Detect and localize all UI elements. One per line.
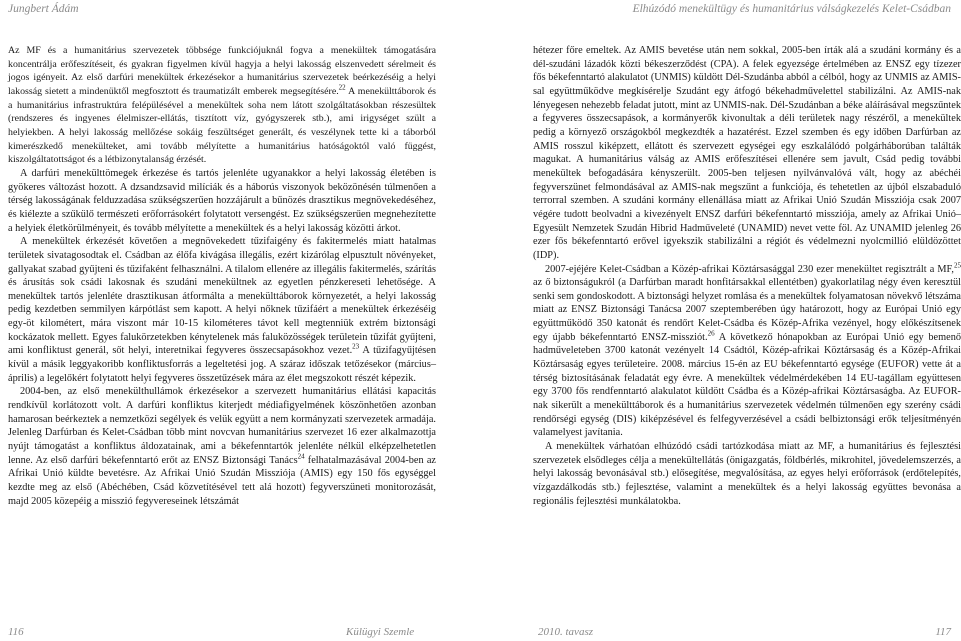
paragraph-6-cont2: A következő hónapokban az Európai Unió egy bemenő hadműveleteben 3700 katonát vezényelt 14 Csádtól, Közép-afrikai Köztársaság és a Közép-Afrikai Köztársaság egyes területeire. 2008. március 15-én az EU békefenntartó egysége (EUFOR) vette át a térség biztosításának feladatát egy évre. A menekültek védelmérdekében 14 EU-tagállam együttesen egy 3700 fős rendfenntartó alakulatot küldött Csádba és a Közép-afrikai Köztársaságba. Az EUFOR-nak sikerült a menekülttáborok és a humanitárius szervezetek védelmén túlmenően egy szerény csádi rendőrségi egység (DIS) kiképzésével és felfegyverzésével a csádi belbiztonsági erők teljesítményén valamelyest javítania. — [533, 331, 961, 439]
footnote-ref-23[interactable]: 23 — [352, 343, 360, 352]
paragraph-4-text: 2004-ben, az első menekülthullámok érkezésekor a szervezett humanitárius ellátási kapacitás rendkívül korlátozott volt. A darfúri konfliktus kiterjedt médiafigyelmének köszönhetően azonban hamarosan beérkeztek a nemzetközi segélyek és velük együtt a nem kormányzati szervezetek armadája. Jelenleg Darfúrban és Kelet-Csádban több mint novcvan humanitárius szervezet 16 ezer alkalmazottja nyújt támogatást a konfliktus áldozatainak, ami a békefenntartók jelenléte nélkül elképzelhetetlen lenne. Az első darfúri békefenntartó erőt az ENSZ Biztonsági Tanács — [8, 386, 436, 466]
footnote-ref-26[interactable]: 26 — [707, 329, 715, 338]
left-text-column — [8, 44, 436, 508]
journal-name: Külügyi Szemle — [346, 626, 415, 638]
paragraph-3 — [8, 235, 436, 385]
paragraph-4 — [8, 385, 436, 508]
paragraph-6-text: 2007-ejéjére Kelet-Csádban a Közép-afrikai Köztársasággal 230 ezer menekültet regisztrált a MF, — [545, 263, 954, 275]
paragraph-6 — [533, 263, 961, 441]
paragraph-2: A darfúri menekülttömegek érkezése és tartós jelenléte ugyanakkor a helyi lakosság életében is gyökeres változást hozott. A dzsandzsavid milíciák és a háborús viszonyok beközönésén túlmenően a térség lakosságának felduzzadása szükségszerűen hozzájárult a bűnözés drasztikus megnövekedéséhez, és kiélezte a szűkülő természeti erőforrásokért folytatott versengést. Ez szükségszerűen megnehezítette a helyiek életkörülményeit, és tovább mélyítette a menekültek és a helyi lakosság közötti árkot. — [8, 167, 436, 234]
paragraph-3-cont: A tűzifagyűjtésen kívül a másik leggyakoribb konfliktusforrás a legeltetési jog. A száraz időszak tetőzésekor (március–április) a legelőkért folytatott helyi fegyveres összetűzések mára az élet megszokott részét képezik. — [8, 345, 436, 384]
footnote-ref-22[interactable]: 22 — [338, 83, 346, 92]
footnote-ref-24[interactable]: 24 — [297, 452, 305, 461]
issue-date: 2010. tavasz — [538, 626, 593, 638]
running-head-title: Elhúzódó menekültügy és humanitárius válságkezelés Kelet-Csádban — [632, 3, 951, 15]
footnote-ref-25[interactable]: 25 — [954, 261, 961, 270]
paragraph-1-cont: A menekülttáborok és a humanitárius infrastruktúra felépülésével a menekültek soha nem látott szolgáltatásokban részesültek (rendszeres és ingyenes élelmiszer-ellátás, tisztított víz, gyógyszerek stb.), ami irigységet szült a helyiekben. A helyi lakosság mellőzése sokáig feszültséget generált, és veszélynek tette ki a táborból kimerészkedő menekülteket, ami tovább mélyítette a humanitárius hatóságoktól való függést, kiszolgáltatottságot és a létbizonytalanság érzését. — [8, 85, 436, 166]
paragraph-1-text: Az MF és a humanitárius szervezetek többsége funkciójuknál fogva a menekültek támogatására koncentrálja erőfeszítéseit, és gyakran figyelmen kívül hagyja a helyi lakosság elszenvedett sérelmeit és jogos igényeit. Az első darfúri menekültek érkezésekor a humanitárius szervezetek beérkezéséig a helyi lakosság sietett a mindenüktől megfosztott és traumatizált emberek megsegítésére. — [8, 45, 436, 97]
running-head-author: Jungbert Ádám — [8, 3, 79, 15]
paragraph-6-cont: az ő biztonságukról (a Darfúrban maradt honfitársakkal ellentétben) gyakorlatilag négy éven keresztül senki sem gondoskodott. A biztonsági helyzet romlása és a menekültek folyamatosan növekvő létszáma miatt az ENSZ Biztonsági Tanácsa 2007 szeptemberében úgy határozott, hogy az Európai Unió egy együttműködő 350 katonát és rendőrt Kelet-Csádba és Közép-Afrika vezényel, hogy előkészítsenek egy újabb békefenntartó ENSZ-missziót. — [533, 277, 961, 343]
paragraph-3-text: A menekültek érkezését követően a megnövekedett tűzifaigény és fakitermelés miatt hatalmas területek sivatagosodtak el. Csádban az élőfa kivágása illegális, ezért kizárólag elpusztult növényeket, gallyakat szabad gyűjteni és tűzifaként felhasználni. A tilalom ellenére az illegális fakitermelés, szárítás és árusítás sok csádi lakosnak és szudáni menekültnek az egyetlen pénzkereseti lehetősége. A menekültek tartós jelenléte drasztikusan átformálta a menekülttáborok környezetét, a helyi lakosság pedig kezdetben semmilyen kárpótlást sem kapott. A helyi nőknek tűzifáért a menekültek érkezéséig egy-öt kilométert, mára viszont már 10-15 kilométeres távot kell megtenniük extrém biztonsági kockázatok mellett. Egyes falukörzetekben kénytelenek más faluközösségek területein tűzifát gyűjteni, ami konfliktust generál, sőt helyi, interetnikai fegyveres összecsapásokhoz vezet. — [8, 236, 436, 357]
page-number-right: 117 — [935, 626, 951, 638]
page-number-left: 116 — [8, 626, 24, 638]
paragraph-1 — [8, 44, 436, 167]
paragraph-7: A menekültek várhatóan elhúzódó csádi tartózkodása miatt az MF, a humanitárius és fejlesztési szervezetek elsődleges célja a menekültellátás (önigazgatás, földbérlés, mikrohitel, jövedelemszerzés, a helyi lakosság bevonásával stb.) elősegítése, megvalósítása, az egyes helyi erőforrások (erdőtelepítés, vízgazdálkodás stb.) fejlesztése, valamint a menekültek és a helyi lakosság együttes bevonása a regionális fejlesztési munkálatokba. — [533, 441, 961, 507]
right-text-column — [533, 44, 961, 508]
paragraph-5: hétezer főre emeltek. Az AMIS bevetése után nem sokkal, 2005-ben írták alá a szudáni kormány és a dél-szudáni lázadók közti békeszerződést (CPA). A felek egyezsége értelmében az ENSZ egy tízezer fős békefenntartó alakulatot (UNMIS) küldött Dél-Szudánba abból a célból, hogy az UNMIS az AMIS-sal együttműködve megkísérelje Szudánt egy átfogó békehadművelettel stabilizálni. Az AMIS-nak lényegesen nehezebb feladat jutott, mint az UNMIS-nak. Dél-Szudánban a béke aláírásával megszűntek a fegyveres összecsapások, a kormányerők kivonultak a déli területek nagy részéről, a menekültek pedig a környező országokból megkezdték a hazatérést. Ezzel szemben és egy időben Darfúrban az AMIS rosszul kiképzett, ellátott és szervezett egységei egy eszkalálódó polgárháborúban találták magukat. A humanitárius válság az AMIS erőfeszítései ellenére sem javult, Csád pedig további menekültek befogadására kényszerült. 2005-ben teljesen nyilvánvalóvá vált, hogy az abéchéi fegyverszünet felmondásával az AMIS-nak megszűnt a funkciója, és tehetetlen az újból elszabaduló terrorral szemben. A szudáni kormány ellenállása miatt az Afrikai Unió Szudán Missziója csak 2007 végére tudott beolvadni a kivezényelt ENSZ darfúri békefenntartó missziója, amely az Afrikai Unió–Egyesült Nemzetek Szudán Hibrid Hadműveleté (UNAMID) nevet vette föl. Az UNAMID jelenleg 26 ezer fős békefenntartó erővel igyekszik stabilizálni a régiót és védelmezni nyolcmillió elüldözöttet (IDP). — [533, 45, 961, 261]
paragraph-4-cont: felhatalmazásával 2004-ben az Afrikai Unió küldte bevetésre. Az Afrikai Unió Szudán Missziója (AMIS) egy 150 fős egységgel kezdte meg az első (Abéchében, Csád közvetítésével tett alá hozott) fegyverszüneti monitorozását, majd 2005 közepéig a misszió fegyvereseinek létszámát — [8, 454, 436, 507]
